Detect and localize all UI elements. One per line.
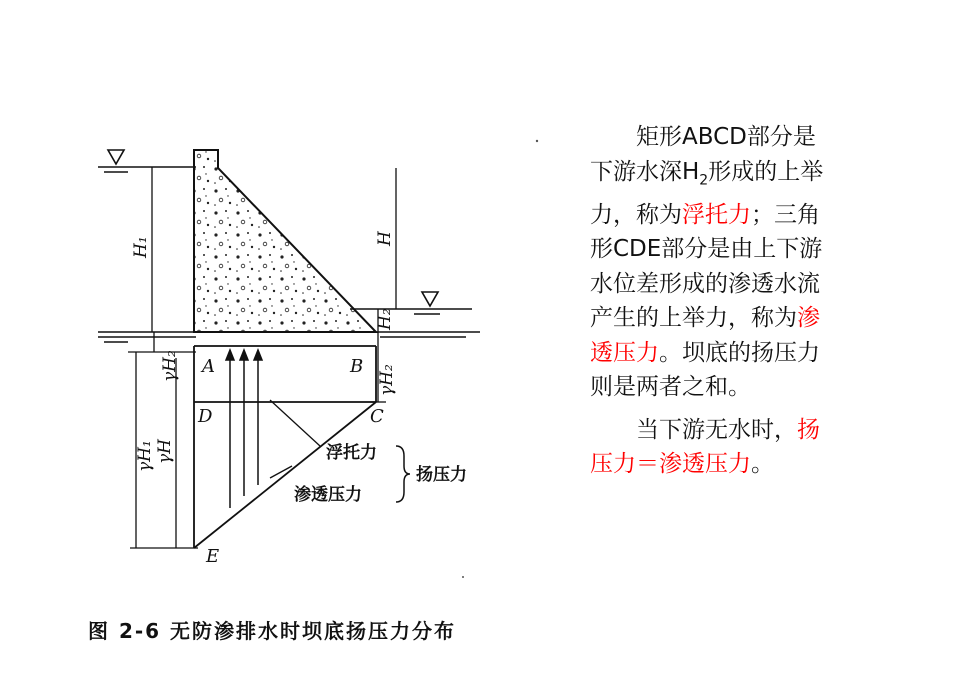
label-seepage: 渗透压力 bbox=[294, 485, 362, 505]
term-seepage-pressure: 渗透压力 bbox=[590, 305, 820, 366]
dim-label-gamma-h: γH bbox=[155, 439, 175, 464]
dim-label-h1: H₁ bbox=[131, 236, 151, 258]
label-uplift: 扬压力 bbox=[416, 465, 467, 485]
dam-body bbox=[194, 150, 376, 332]
dim-label-gamma-h2-right: γH₂ bbox=[377, 364, 397, 396]
dim-label-h2-top: H₂ bbox=[375, 308, 395, 330]
dim-label-gamma-h1: γH₁ bbox=[135, 440, 155, 472]
point-label-e: E bbox=[206, 546, 220, 567]
downstream-water-level-icon bbox=[350, 292, 472, 314]
text-run: 矩形ABCD部分是下游水深H bbox=[590, 124, 816, 185]
dim-label-h: H bbox=[375, 231, 395, 246]
uplift-pressure-diagram bbox=[80, 120, 560, 660]
subscript: 2 bbox=[699, 172, 709, 189]
term-uplift-equals-seepage: 扬压力＝渗透压力 bbox=[590, 416, 820, 478]
figure-caption: 图 2-6 无防渗排水时坝底扬压力分布 bbox=[88, 619, 457, 643]
ground-line bbox=[98, 332, 480, 342]
pressure-arrows bbox=[226, 350, 262, 508]
explanation-text bbox=[590, 120, 835, 490]
paragraph-1 bbox=[590, 120, 835, 405]
paragraph-2 bbox=[590, 413, 835, 482]
point-label-c: C bbox=[370, 406, 384, 427]
legend-brace bbox=[396, 446, 410, 502]
dim-label-gamma-h2-left: γH₂ bbox=[160, 350, 180, 382]
term-buoyancy: 浮托力 bbox=[682, 201, 751, 228]
point-label-b: B bbox=[350, 356, 364, 377]
text-run: 。坝底的扬压力则是两者之和。 bbox=[590, 339, 820, 401]
text-run: 形成的上举力，称为 bbox=[590, 158, 824, 228]
point-label-d: D bbox=[198, 406, 213, 427]
point-label-a: A bbox=[202, 356, 215, 377]
text-run: ；三角形CDE部分是由上下游水位差形成的渗透水流产生的上举力，称为 bbox=[590, 201, 823, 332]
label-buoyancy: 浮托力 bbox=[326, 443, 377, 463]
text-run: 。 bbox=[751, 451, 774, 478]
upstream-water-level-icon bbox=[98, 150, 196, 172]
text-run: 当下游无水时， bbox=[636, 416, 797, 443]
